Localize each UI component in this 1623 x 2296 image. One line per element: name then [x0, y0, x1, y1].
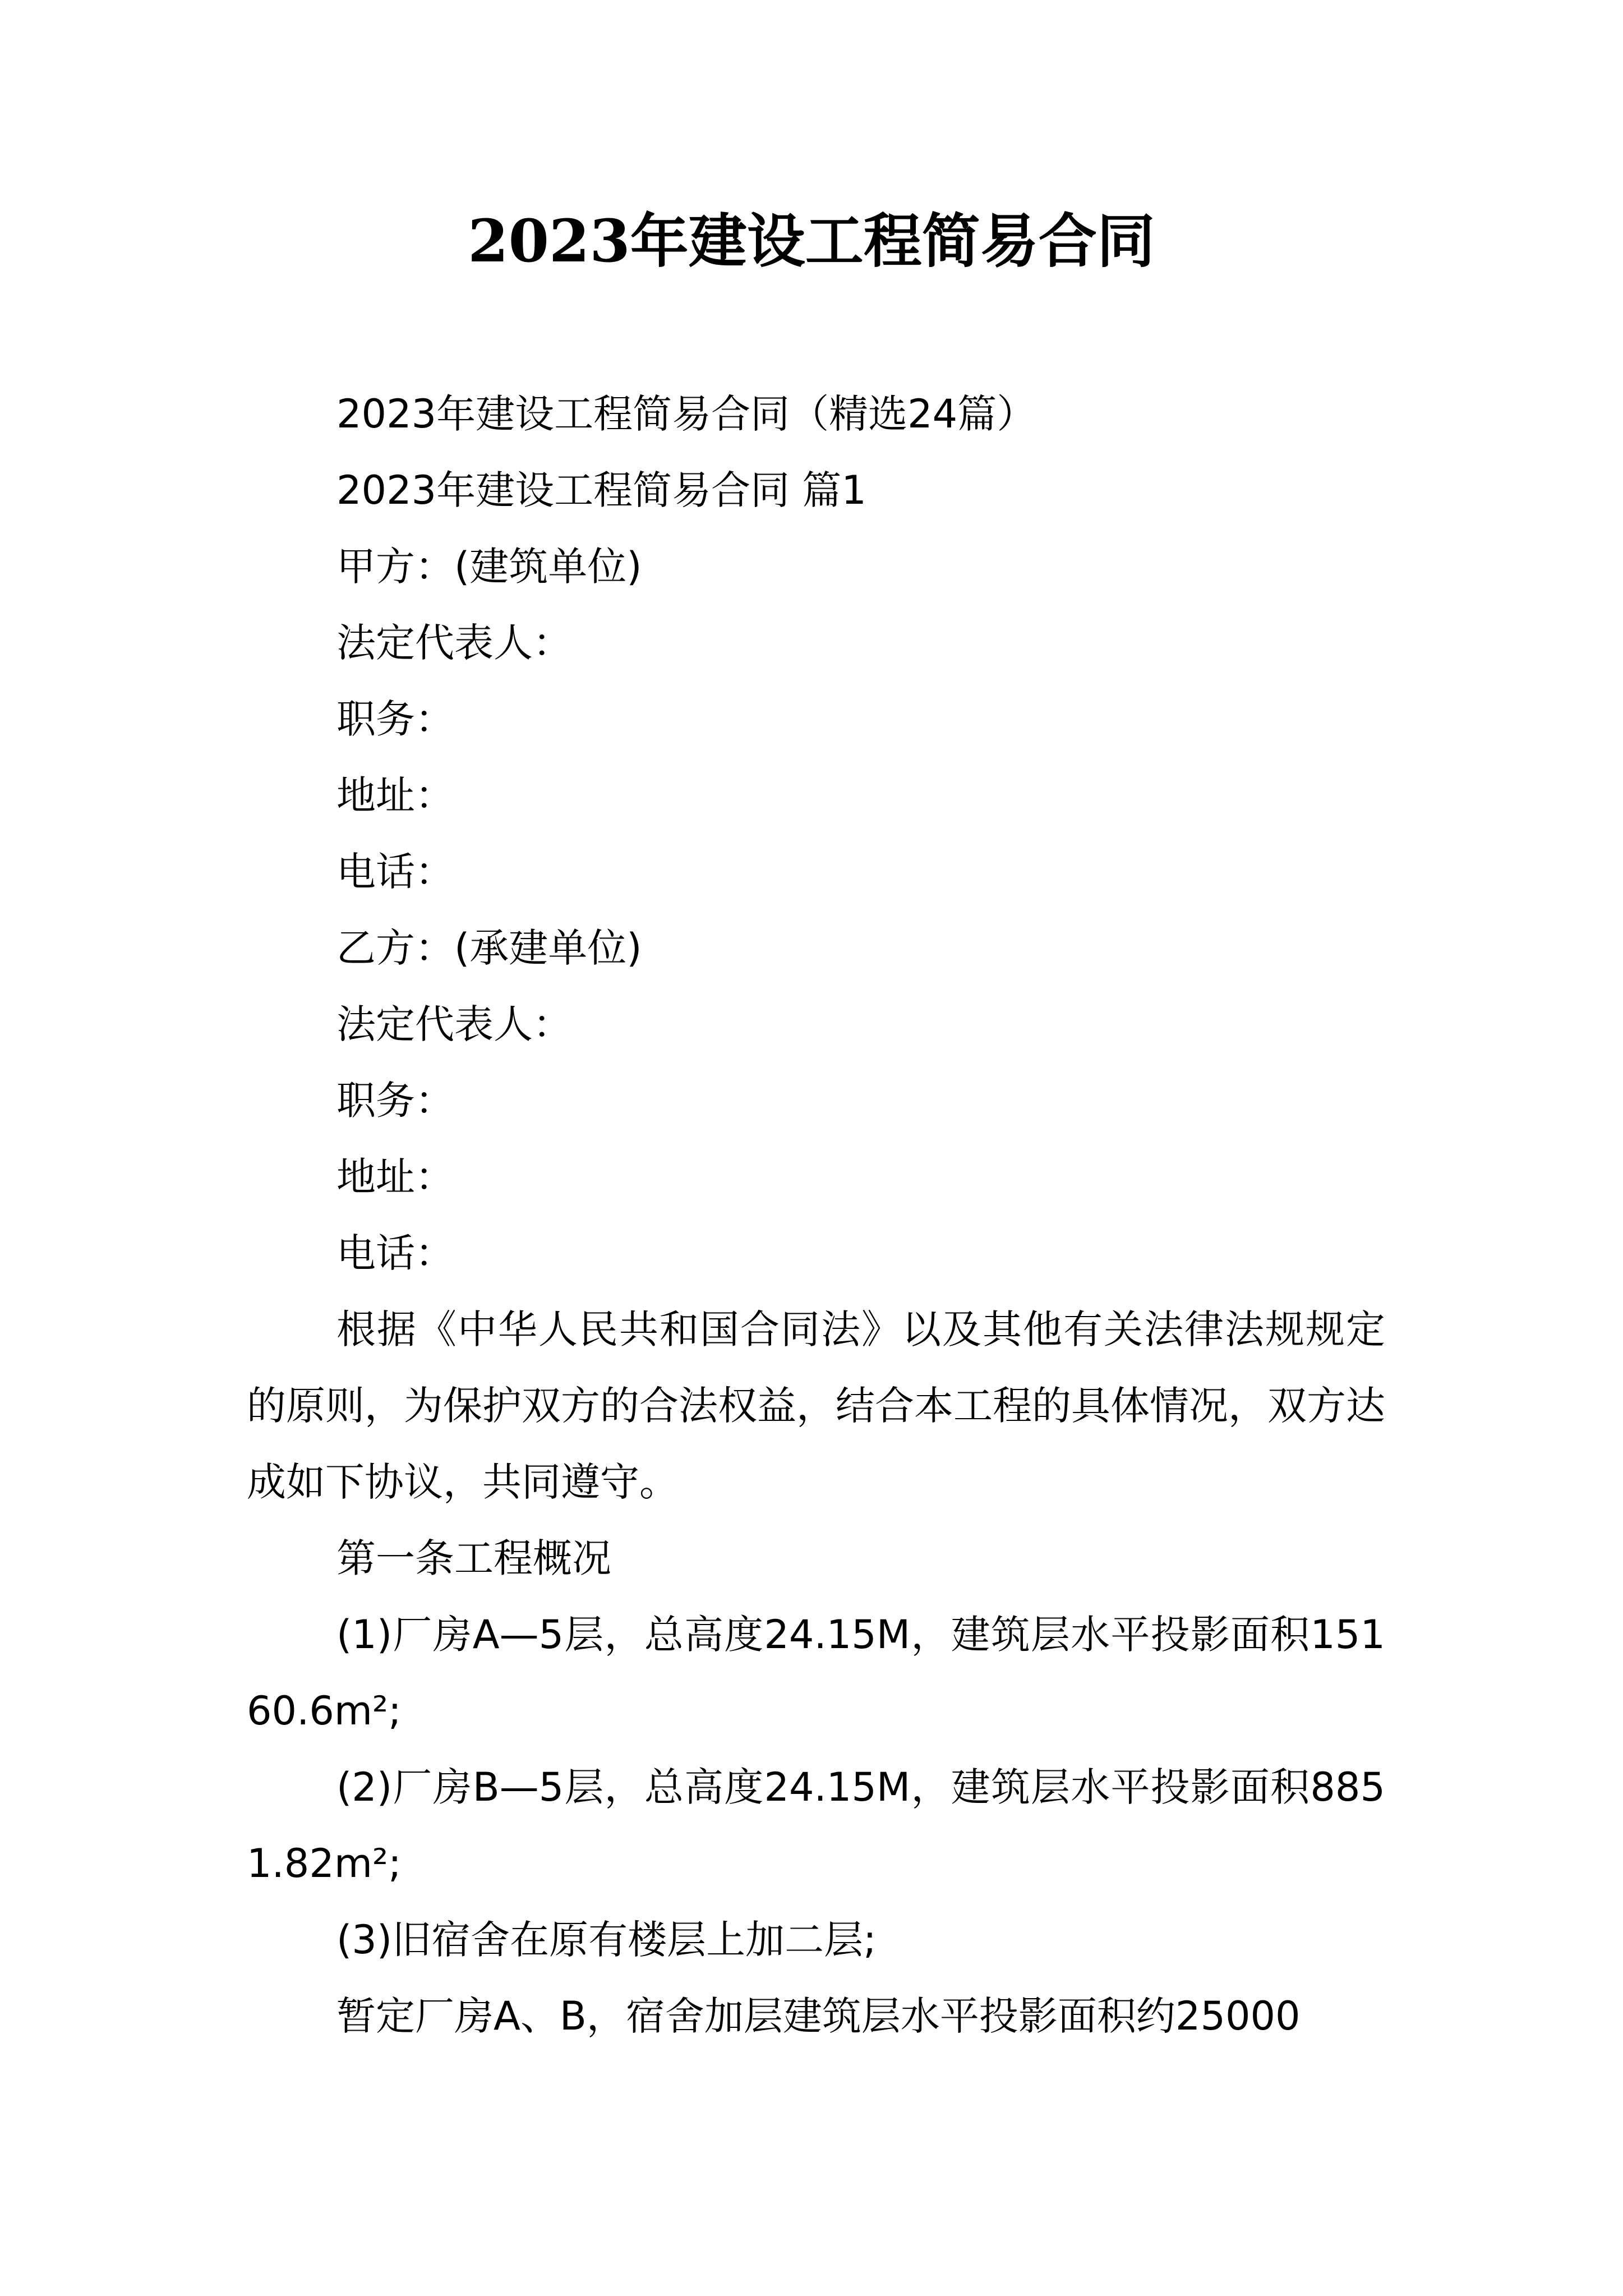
party-b-address: 地址：: [336, 1154, 454, 1200]
party-b-position: 职务：: [336, 1078, 454, 1124]
party-b-phone: 电话：: [336, 1230, 454, 1276]
document-body: [247, 376, 1385, 2054]
document-subtitle: 2023年建设工程简易合同（精选24篇）: [336, 391, 1036, 437]
article-1-item-3: (3)旧宿舍在原有楼层上加二层;: [336, 1917, 877, 1963]
article-1-item-1: (1)厂房A—5层，总高度24.15M，建筑层水平投影面积15160.6m²;: [247, 1612, 1385, 1734]
party-a-phone: 电话：: [336, 849, 454, 895]
party-a-address: 地址：: [336, 772, 454, 818]
document-title: 2023年建设工程简易合同: [468, 206, 1155, 275]
party-a-position: 职务：: [336, 696, 454, 742]
party-a-representative: 法定代表人：: [336, 620, 572, 666]
article-1-heading: 第一条工程概况: [336, 1535, 611, 1581]
party-a-label: 甲方：(建筑单位): [336, 544, 642, 590]
article-1-summary: 暂定厂房A、B，宿舍加层建筑层水平投影面积约25000: [336, 1993, 1301, 2039]
party-b-label: 乙方：(承建单位): [336, 925, 642, 971]
preamble-paragraph: 根据《中华人民共和国合同法》以及其他有关法律法规规定的原则，为保护双方的合法权益，结合本工程的具体情况，双方达成如下协议，共同遵守。: [247, 1306, 1385, 1505]
article-1-item-2: (2)厂房B—5层，总高度24.15M，建筑层水平投影面积8851.82m²;: [247, 1764, 1385, 1887]
party-b-representative: 法定代表人：: [336, 1001, 572, 1047]
chapter-heading: 2023年建设工程简易合同 篇1: [336, 467, 866, 513]
